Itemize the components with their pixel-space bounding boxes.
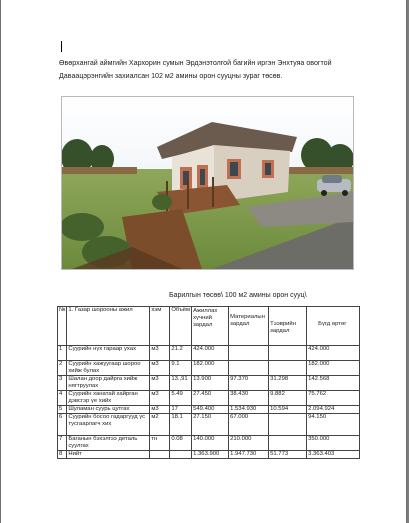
house-render-image <box>61 96 354 270</box>
table-row: 2 Суурийн хажуугаар шороо хийж булах м3 9.1 182.000 182.000 <box>58 361 360 376</box>
table-header-row <box>58 307 360 346</box>
header-transport: Тээврийн зардал <box>269 307 307 346</box>
header-total: Бүгд өртөг <box>307 307 360 346</box>
table-caption: Барилгын төсөв\ 100 м2 амины орон сууц\ <box>169 292 307 299</box>
cost-estimate-table <box>57 306 360 459</box>
header-unit: хэм <box>150 307 170 346</box>
table-row: 4 Суурийн ханатай хайрган дэвсгэр үе хийх м3 5.49 27.450 38.430 9.882 75.762 <box>58 391 360 406</box>
table-row: 1 Суурийн нүх гараар ухах м3 21.2 424.000 424.000 <box>58 346 360 361</box>
table-row: 6 Суурийн босоо гадаргууд үс тусгаарлагч хих м2 18.1 27.150 67.000 94.150 <box>58 414 360 436</box>
header-work: 1. Газар шорооны ажил <box>67 307 150 346</box>
table-row: 5 Шуламан суурь цутгах м3 17 549.400 1.534.930 10.594 2.094.924 <box>58 406 360 414</box>
header-volume: Объём <box>170 307 192 346</box>
text-cursor <box>61 41 62 52</box>
header-labor: Ажиллах хүчний зардал <box>192 307 229 346</box>
document-page <box>1 0 406 523</box>
table-row: 3 Шалан доор дайрга хийж нягтруулах м3 13.,91 13.900 97.370 31.298 142.568 <box>58 376 360 391</box>
header-material: Материалын зардал <box>229 307 269 346</box>
table-row: 7 Баганын бэхэлгээ деталь суулгах тн 0.08 140.000 210.000 350.000 <box>58 436 360 451</box>
intro-paragraph: Өвөрхангай аймгийн Хархорин сумын Эрдэнэтолгой багийн иргэн Энхтуяа овогтой Даваацэрэнгийн захиалсан 102 м2 амины орон сууцны зураг төсөв. <box>59 59 332 80</box>
header-no: № <box>58 307 67 346</box>
table-total-row: 8 Нийт 1.363.900 1.947.730 51.773 3.363.403 <box>58 451 360 459</box>
